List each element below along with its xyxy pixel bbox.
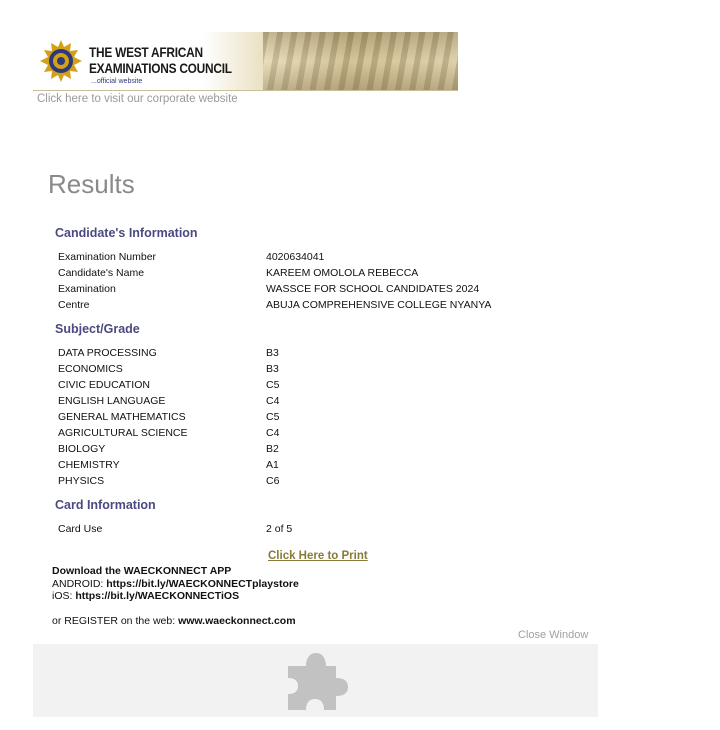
info-value: 4020634041 bbox=[266, 251, 325, 263]
subject-name: DATA PROCESSING bbox=[58, 347, 157, 359]
app-download-block bbox=[52, 565, 299, 603]
subject-grade: C5 bbox=[266, 379, 280, 391]
banner-title-line1: THE WEST AFRICAN bbox=[89, 44, 203, 60]
close-window-button[interactable]: Close Window bbox=[518, 629, 589, 641]
subject-name: BIOLOGY bbox=[58, 443, 106, 455]
banner-title-line2: EXAMINATIONS COUNCIL bbox=[89, 60, 232, 76]
ios-label: iOS: bbox=[52, 590, 76, 602]
subject-grade: B2 bbox=[266, 443, 279, 455]
plugin-placeholder[interactable] bbox=[33, 644, 598, 717]
info-label: Examination bbox=[58, 283, 116, 295]
subject-grade: C4 bbox=[266, 395, 280, 407]
print-link[interactable]: Click Here to Print bbox=[268, 550, 368, 562]
android-link[interactable]: https://bit.ly/WAECKONNECTplaystore bbox=[106, 577, 299, 590]
subject-grade: C5 bbox=[266, 411, 280, 423]
subject-name: GENERAL MATHEMATICS bbox=[58, 411, 186, 423]
register-label: or REGISTER on the web: bbox=[52, 615, 179, 627]
banner-title bbox=[89, 44, 232, 76]
info-value: WASSCE FOR SCHOOL CANDIDATES 2024 bbox=[266, 283, 480, 295]
register-link[interactable]: www.waeckonnect.com bbox=[178, 615, 296, 627]
subject-name: ENGLISH LANGUAGE bbox=[58, 395, 166, 407]
card-use-value: 2 of 5 bbox=[266, 523, 293, 535]
subject-grade: C6 bbox=[266, 475, 280, 487]
banner-tagline: ...official website bbox=[91, 78, 143, 85]
page-title: Results bbox=[48, 169, 135, 199]
puzzle-piece-icon bbox=[284, 648, 350, 714]
register-line bbox=[52, 615, 296, 627]
info-value: KAREEM OMOLOLA REBECCA bbox=[266, 267, 419, 279]
card-use-label: Card Use bbox=[58, 523, 103, 535]
subject-grade: A1 bbox=[266, 459, 279, 471]
candidate-info-heading: Candidate's Information bbox=[55, 226, 198, 240]
subject-grade: B3 bbox=[266, 363, 279, 375]
banner-photo bbox=[263, 32, 458, 90]
subject-name: ECONOMICS bbox=[58, 363, 123, 375]
info-value: ABUJA COMPREHENSIVE COLLEGE NYANYA bbox=[266, 299, 492, 311]
info-label: Centre bbox=[58, 299, 90, 311]
subject-grade-heading: Subject/Grade bbox=[55, 322, 140, 336]
android-label: ANDROID: bbox=[52, 577, 107, 590]
card-info-heading: Card Information bbox=[55, 498, 156, 512]
subject-name: CHEMISTRY bbox=[58, 459, 120, 471]
download-app-title: Download the WAECKONNECT APP bbox=[52, 565, 232, 577]
info-label: Candidate's Name bbox=[58, 267, 145, 279]
info-label: Examination Number bbox=[58, 251, 157, 263]
ios-link[interactable]: https://bit.ly/WAECKONNECTiOS bbox=[75, 590, 240, 602]
subject-grade: B3 bbox=[266, 347, 279, 359]
subject-name: AGRICULTURAL SCIENCE bbox=[58, 427, 188, 439]
subject-name: PHYSICS bbox=[58, 475, 105, 487]
subject-grade: C4 bbox=[266, 427, 280, 439]
corporate-website-link[interactable]: Click here to visit our corporate website bbox=[37, 93, 238, 105]
subject-name: CIVIC EDUCATION bbox=[58, 379, 150, 391]
waec-header-banner[interactable] bbox=[33, 32, 458, 91]
waec-seal-icon bbox=[40, 40, 82, 82]
